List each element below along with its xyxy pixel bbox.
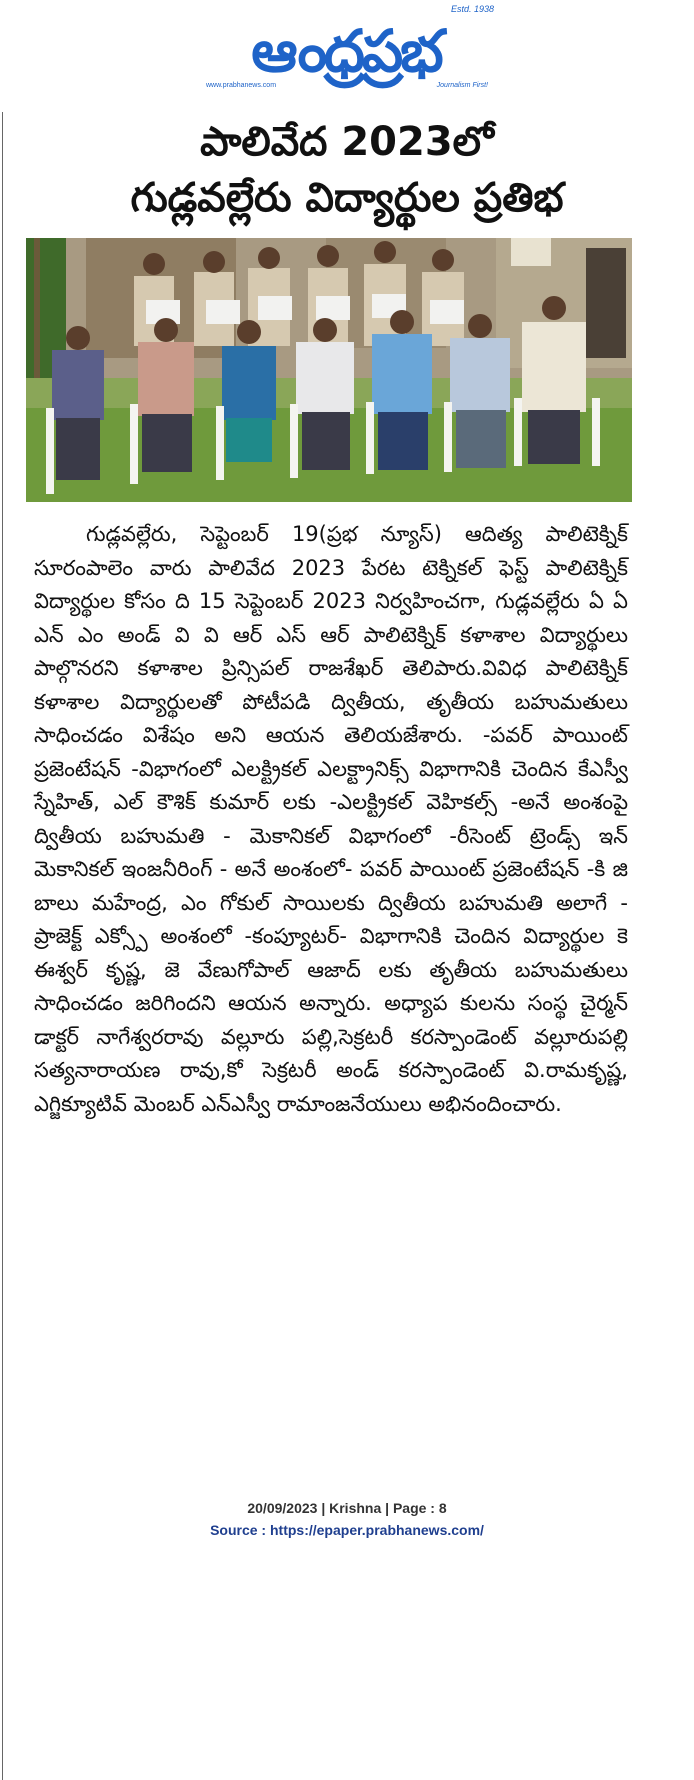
newspaper-logo [196,4,496,92]
article-body [34,518,628,1121]
masthead [0,0,694,110]
footer-date-edition-page: 20/09/2023 | Krishna | Page : 8 [247,1500,447,1516]
footer-source: Source : https://epaper.prabhanews.com/ [210,1522,484,1538]
group-photo [26,238,632,502]
headline-line-1: పాలివేద 2023లో [200,119,494,165]
website-label: www.prabhanews.com [206,82,277,89]
group-photo-illustration [26,238,632,502]
established-note: Estd. 1938 [450,4,494,14]
logo-text: ఆంధ్రప్రభ [251,17,441,85]
article-paragraph: గుడ్లవల్లేరు, సెప్టెంబర్ 19(ప్రభ న్యూస్) ఆదిత్య పాలిటెక్నిక్ సూరంపాలెం వారు పాలివేద 2023 పేరట టెక్నికల్ ఫెస్ట్ పాలిటెక్నిక్ విద్యార్థుల కోసం ది 15 సెప్టెంబర్ 2023 నిర్వహించగా, గుడ్లవల్లేరు ఏ ఏ ఎన్ ఎం అండ్ వి వి ఆర్ ఎస్ ఆర్ పాలిటెక్నిక్ కళాశాల విద్యార్థులు పాల్గొనరని కళాశాల ప్రిన్సిపల్ రాజశేఖర్ తెలిపారు.వివిధ పాలిటెక్నిక్ కళాశాల విద్యార్థులతో పోటీపడి ద్వితీయ, తృతీయ బహుమతులు సాధించడం విశేషం అని ఆయన తెలియజేశారు. -పవర్ పాయింట్ ప్రజెంటేషన్ -విభాగంలో ఎలక్ట్రికల్ ఎలక్ట్రానిక్స్ విభాగానికి చెందిన కేఎస్వీ స్నేహిత్, ఎల్ కౌశిక్ కుమార్ లకు -ఎలక్ట్రికల్ వెహికల్స్ -అనే అంశంపై ద్వితీయ బహుమతి - మెకానికల్ విభాగంలో -రీసెంట్ ట్రెండ్స్ ఇన్ మెకానికల్ ఇంజనీరింగ్ - అనే అంశంలో- పవర్ పాయింట్ ప్రజెంటేషన్ -కి జి బాలు మహేంద్ర, ఎం గోకుల్ సాయిలకు ద్వితీయ బహుమతి అలాగే - ప్రాజెక్ట్ ఎక్స్పో అంశంలో -కంప్యూటర్- విభాగానికి చెందిన విద్యార్థుల కె ఈశ్వర్ కృష్ణ, జె వేణుగోపాల్ ఆజాద్ లకు తృతీయ బహుమతులు సాధించడం జరిగిందని ఆయన అన్నారు. అధ్యాప కులను సంస్థ చైర్మన్ డాక్టర్ నాగేశ్వరరావు వల్లూరు పల్లి,సెక్రటరీ కరస్పాండెంట్ వల్లూరుపల్లి సత్యనారాయణ రావు,కో సెక్రటరీ అండ్ కరస్పాండెంట్ వి.రామకృష్ణ, ఎగ్జిక్యూటివ్ మెంబర్ ఎన్ఎస్వీ రామాంజనేయులు అభినందించారు. [34,522,628,1116]
headline-line-2: గుడ్లవల్లేరు విద్యార్థుల ప్రతిభ [130,175,564,221]
tagline: Journalism First! [436,82,488,89]
